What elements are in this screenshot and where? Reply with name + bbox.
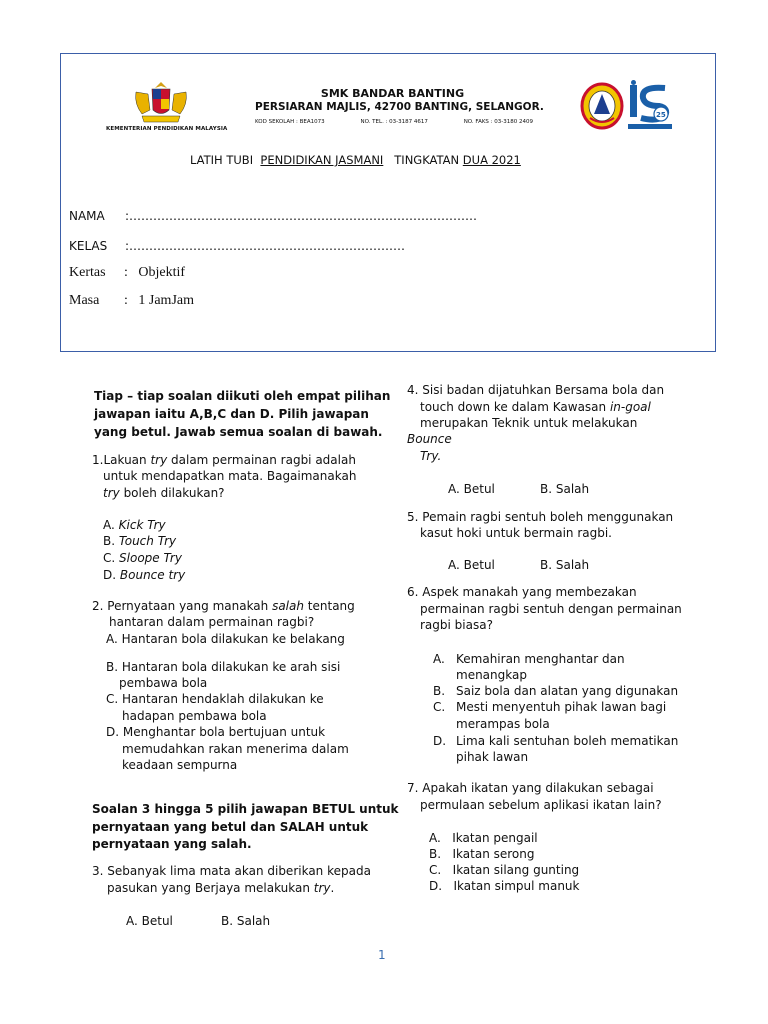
q1-option-b: B. Touch Try <box>103 534 177 548</box>
q7-line-2: permulaan sebelum aplikasi ikatan lain? <box>420 798 662 812</box>
nama-label: NAMA <box>69 209 105 223</box>
section2-line-2: pernyataan yang betul dan SALAH untuk <box>92 820 369 834</box>
q6-line-2: permainan ragbi sentuh dengan permainan <box>420 602 682 616</box>
kelas-label: KELAS <box>69 239 108 253</box>
q7-option-c: C. Ikatan silang gunting <box>429 863 580 877</box>
q7-option-a: A. Ikatan pengail <box>429 831 538 845</box>
q5-line-2: kasut hoki untuk bermain ragbi. <box>420 526 612 540</box>
q1-option-c: C. Sloope Try <box>103 551 182 565</box>
school-phone: NO. TEL. : 03-3187 4617 <box>360 119 428 125</box>
q6-option-d-letter: D. <box>433 734 447 748</box>
q5-option-betul: A. Betul <box>448 558 495 572</box>
q6-option-b-letter: B. <box>433 684 446 698</box>
svg-text:25: 25 <box>656 111 666 119</box>
title-prefix: LATIH TUBI <box>190 153 254 167</box>
q7-option-b: B. Ikatan serong <box>429 847 535 861</box>
q1-option-d: D. Bounce try <box>103 568 186 582</box>
school-seal-logo <box>580 82 624 130</box>
kertas-value: : Objektif <box>124 265 186 280</box>
instruction-line-3: yang betul. Jawab semua soalan di bawah. <box>94 425 383 439</box>
instruction-line-2: jawapan iaitu A,B,C dan D. Pilih jawapan <box>94 407 369 421</box>
q4-option-betul: A. Betul <box>448 482 495 496</box>
q2-option-d-cont-2: keadaan sempurna <box>122 758 238 772</box>
school-address: PERSIARAN MAJLIS, 42700 BANTING, SELANGOR. <box>255 101 544 113</box>
q4-line-5: Try. <box>420 449 442 463</box>
form-value: DUA 2021 <box>462 153 521 167</box>
q5-line-1: 5. Pemain ragbi sentuh boleh menggunakan <box>407 510 674 524</box>
q6-option-c: Mesti menyentuh pihak lawan bagi <box>456 700 667 714</box>
kelas-dots: :…………………………………………………………… <box>125 239 406 253</box>
kertas-label: Kertas <box>69 265 106 280</box>
kelas-field <box>69 239 405 253</box>
ministry-name: KEMENTERIAN PENDIDIKAN MALAYSIA <box>106 126 228 132</box>
q2-option-c: C. Hantaran hendaklah dilakukan ke <box>106 692 324 706</box>
instruction-line-1: Tiap – tiap soalan diikuti oleh empat pilihan <box>94 389 391 403</box>
masa-value: : 1 JamJam <box>124 293 194 308</box>
nama-dots: :…………………………………………………………………………… <box>125 209 478 223</box>
form-label: TINGKATAN <box>394 153 460 167</box>
exercise-title <box>190 153 521 167</box>
q6-option-a: Kemahiran menghantar dan <box>456 652 625 666</box>
is25-logo <box>627 80 673 132</box>
q6-option-d: Lima kali sentuhan boleh mematikan <box>456 734 679 748</box>
q4-line-1: 4. Sisi badan dijatuhkan Bersama bola dan <box>407 383 665 397</box>
page-number: 1 <box>378 948 386 962</box>
q4-line-2: touch down ke dalam Kawasan in-goal <box>420 400 651 414</box>
nama-field <box>69 209 477 223</box>
q6-option-b: Saiz bola dan alatan yang digunakan <box>456 684 679 698</box>
school-contact-row <box>255 119 533 125</box>
q3-line-1: 3. Sebanyak lima mata akan diberikan kepada <box>92 864 371 878</box>
q1-line-3: try boleh dilakukan? <box>103 486 225 500</box>
q1-option-a: A. Kick Try <box>103 518 166 532</box>
section2-line-3: pernyataan yang salah. <box>92 837 252 851</box>
q6-option-c-cont: merampas bola <box>456 717 550 731</box>
q6-line-3: ragbi biasa? <box>420 618 493 632</box>
school-name: SMK BANDAR BANTING <box>320 87 465 100</box>
q6-option-a-letter: A. <box>433 652 445 666</box>
q7-line-1: 7. Apakah ikatan yang dilakukan sebagai <box>407 781 654 795</box>
q6-line-1: 6. Aspek manakah yang membezakan <box>407 585 637 599</box>
q3-option-salah: B. Salah <box>221 914 271 928</box>
masa-label: Masa <box>69 293 100 308</box>
q2-line-1: 2. Pernyataan yang manakah salah tentang <box>92 599 355 613</box>
q2-option-b: B. Hantaran bola dilakukan ke arah sisi <box>106 660 341 674</box>
q1-line-1: 1.Lakuan try dalam permainan ragbi adalah <box>92 453 356 467</box>
q6-option-c-letter: C. <box>433 700 446 714</box>
subject-name: PENDIDIKAN JASMANI <box>260 153 384 167</box>
q6-option-a-cont: menangkap <box>456 668 527 682</box>
q2-option-b-cont: pembawa bola <box>119 676 208 690</box>
q2-option-c-cont: hadapan pembawa bola <box>122 709 267 723</box>
school-fax: NO. FAKS : 03-3180 2409 <box>463 119 533 125</box>
masa-field <box>69 293 194 309</box>
q4-line-3: merupakan Teknik untuk melakukan <box>420 416 638 430</box>
q2-option-a: A. Hantaran bola dilakukan ke belakang <box>106 632 345 646</box>
kertas-field <box>69 265 185 281</box>
section2-line-1: Soalan 3 hingga 5 pilih jawapan BETUL untuk <box>92 802 399 816</box>
q2-line-2: hantaran dalam permainan ragbi? <box>109 615 315 629</box>
q2-option-d-cont-1: memudahkan rakan menerima dalam <box>122 742 349 756</box>
q3-line-2: pasukan yang Berjaya melakukan try. <box>107 881 335 895</box>
school-code: KOD SEKOLAH : BEA1073 <box>255 119 325 125</box>
q7-option-d: D. Ikatan simpul manuk <box>429 879 580 893</box>
q1-line-2: untuk mendapatkan mata. Bagaimanakah <box>103 469 357 483</box>
malaysia-coat-of-arms-logo <box>130 80 192 124</box>
q4-line-4: Bounce <box>407 432 452 446</box>
q4-option-salah: B. Salah <box>540 482 590 496</box>
q3-option-betul: A. Betul <box>126 914 173 928</box>
q6-option-d-cont: pihak lawan <box>456 750 529 764</box>
q2-option-d: D. Menghantar bola bertujuan untuk <box>106 725 326 739</box>
q5-option-salah: B. Salah <box>540 558 590 572</box>
